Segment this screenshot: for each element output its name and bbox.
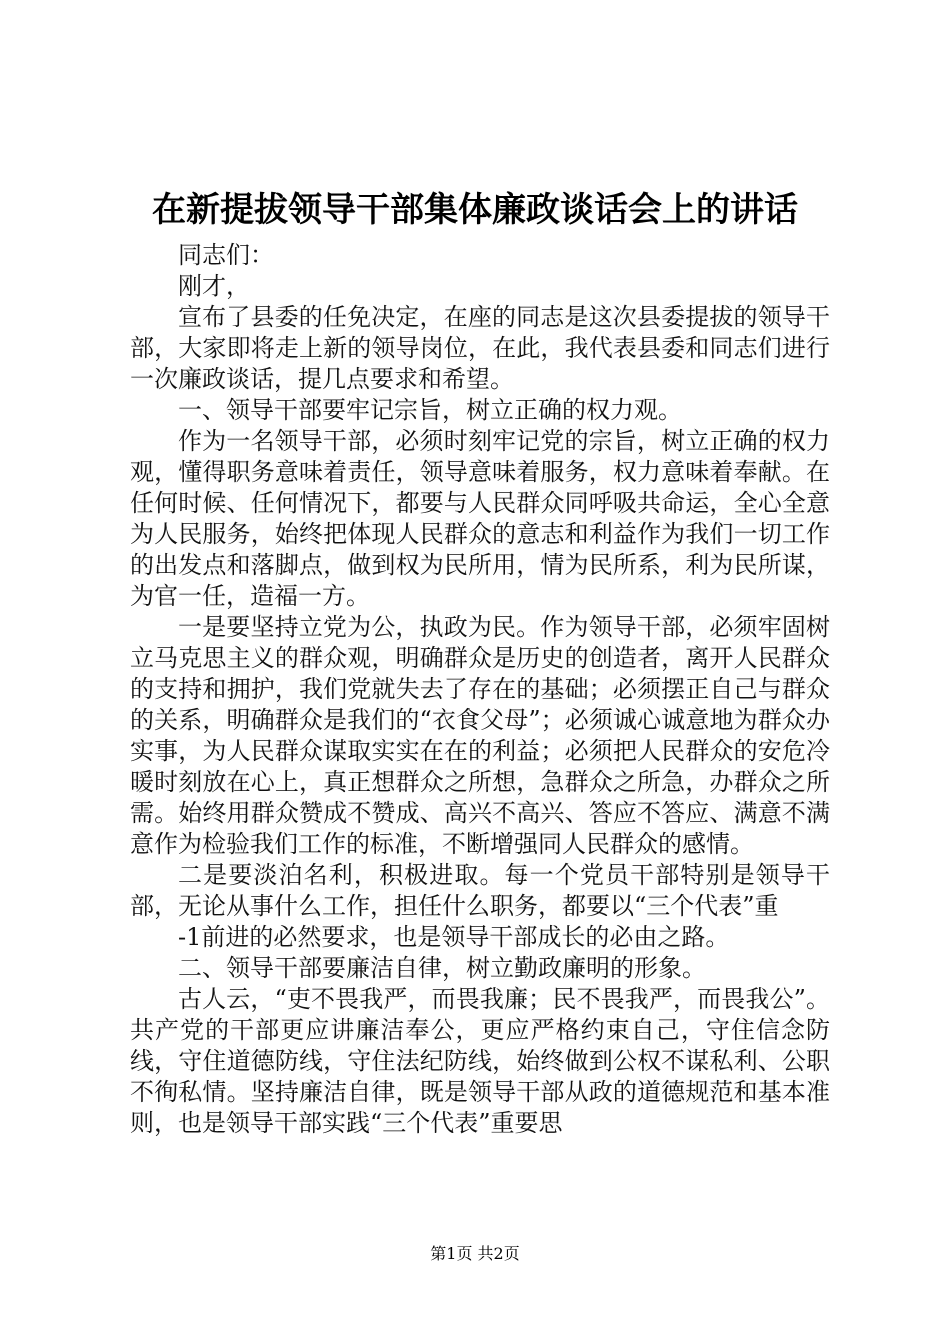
page-footer: 第1页 共2页 [430, 1244, 520, 1263]
section-heading-2: 二、领导干部要廉洁自律，树立勤政廉明的形象。 [178, 954, 706, 982]
paragraph-intro: 宣布了县委的任免决定，在座的同志是这次县委提拔的领导干部，大家即将走上新的领导岗位，在此，我代表县委和同志们进行一次廉政谈话，提几点要求和希望。 [130, 303, 830, 393]
paragraph-fragment: -1前进的必然要求，也是领导干部成长的必由之路。 [178, 923, 730, 951]
document-title: 在新提拔领导干部集体廉政谈话会上的讲话 [152, 190, 798, 230]
paragraph-body: 作为一名领导干部，必须时刻牢记党的宗旨，树立正确的权力观，懂得职务意味着责任，领导意味着服务，权力意味着奉献。在任何时候、任何情况下，都要与人民群众同呼吸共命运，全心全意为人民服务，始终把体现人民群众的意志和利益作为我们一切工作的出发点和落脚点，做到权为民所用，情为民所系，利为民所谋，为官一任，造福一方。 [130, 427, 830, 610]
paragraph-body: 古人云，“吏不畏我严，而畏我廉；民不畏我严，而畏我公”。共产党的干部更应讲廉洁奉公，更应严格约束自己，守住信念防线，守住道德防线，守住法纪防线，始终做到公权不谋私利、公职不徇私情。坚持廉洁自律，既是领导干部从政的道德规范和基本准则，也是领导干部实践“三个代表”重要思 [130, 985, 830, 1137]
paragraph-opening: 刚才， [178, 272, 250, 300]
document-body [130, 240, 830, 1139]
paragraph-salutation: 同志们： [178, 241, 274, 269]
paragraph-body: 一是要坚持立党为公，执政为民。作为领导干部，必须牢固树立马克思主义的群众观，明确群众是历史的创造者，离开人民群众的支持和拥护，我们党就失去了存在的基础；必须摆正自己与群众的关系，明确群众是我们的“衣食父母”；必须诚心诚意地为群众办实事，为人民群众谋取实实在在的利益；必须把人民群众的安危冷暖时刻放在心上，真正想群众之所想，急群众之所急，办群众之所需。始终用群众赞成不赞成、高兴不高兴、答应不答应、满意不满意作为检验我们工作的标准，不断增强同人民群众的感情。 [130, 613, 830, 858]
paragraph-body: 二是要淡泊名利，积极进取。每一个党员干部特别是领导干部，无论从事什么工作，担任什么职务，都要以“三个代表”重 [130, 861, 830, 920]
section-heading-1: 一、领导干部要牢记宗旨，树立正确的权力观。 [178, 396, 682, 424]
